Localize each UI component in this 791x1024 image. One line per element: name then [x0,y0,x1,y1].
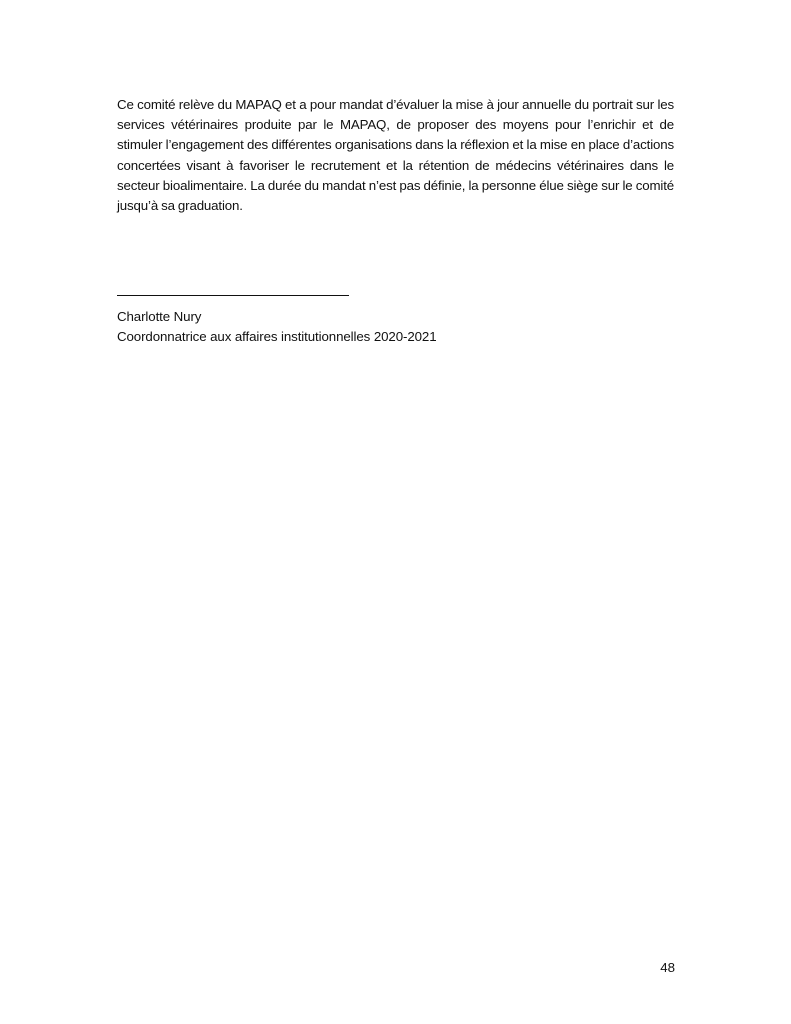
body-paragraph: Ce comité relève du MAPAQ et a pour mandat d’évaluer la mise à jour annuelle du portrait sur les services vétérinaires produite par le MAPAQ, de proposer des moyens pour l’enrichir et de stimuler l’engagement des différentes organisations dans la réflexion et la mise en place d’actions concertées visant à favoriser le recrutement et la rétention de médecins vétérinaires dans le secteur bioalimentaire. La durée du mandat n’est pas définie, la personne élue siège sur le comité jusqu’à sa graduation. [117,97,674,214]
signature-line [117,295,349,296]
page-number: 48 [660,960,675,975]
signer-name: Charlotte Nury [117,309,202,324]
signer-title: Coordonnatrice aux affaires institutionnelles 2020-2021 [117,329,437,344]
